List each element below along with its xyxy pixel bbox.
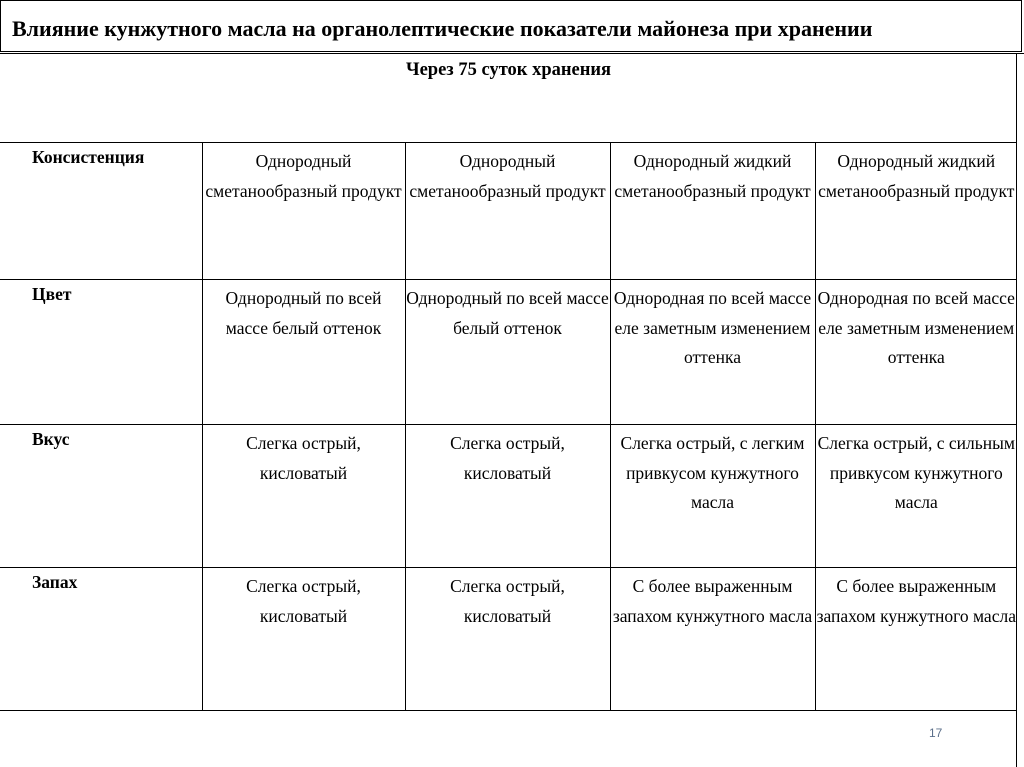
table-row bbox=[0, 568, 1017, 711]
table-cell: Однородный жидкий сметанообразный продукт bbox=[815, 143, 1017, 280]
table-cell: Однородный сметанообразный продукт bbox=[202, 143, 405, 280]
table-cell: Слегка острый, с сильным привкусом кунжутного масла bbox=[815, 425, 1017, 568]
row-label-smell: Запах bbox=[0, 568, 202, 711]
right-border bbox=[1016, 53, 1017, 767]
table-row bbox=[0, 425, 1017, 568]
table-row bbox=[0, 280, 1017, 425]
table-cell: Однородный сметанообразный продукт bbox=[405, 143, 610, 280]
table-cell: Слегка острый, с легким привкусом кунжутного масла bbox=[610, 425, 815, 568]
table-header-row bbox=[0, 54, 1017, 143]
page-title: Влияние кунжутного масла на органолептические показатели майонеза при хранении bbox=[12, 16, 873, 41]
row-label-taste: Вкус bbox=[0, 425, 202, 568]
table-cell: С более выраженным запахом кунжутного масла bbox=[610, 568, 815, 711]
row-label-consistency: Консистенция bbox=[0, 143, 202, 280]
table-cell: Однородный по всей массе белый оттенок bbox=[202, 280, 405, 425]
row-label-color: Цвет bbox=[0, 280, 202, 425]
table-header-cell: Через 75 суток хранения bbox=[0, 54, 1017, 143]
organoleptic-table bbox=[0, 53, 1017, 711]
table-cell: Однородный по всей массе белый оттенок bbox=[405, 280, 610, 425]
table-cell: Слегка острый, кисловатый bbox=[202, 568, 405, 711]
table-cell: Слегка острый, кисловатый bbox=[405, 425, 610, 568]
title-box bbox=[0, 0, 1022, 52]
table-row bbox=[0, 143, 1017, 280]
table-cell: Слегка острый, кисловатый bbox=[405, 568, 610, 711]
table-cell: С более выраженным запахом кунжутного масла bbox=[815, 568, 1017, 711]
table-cell: Однородная по всей массе еле заметным изменением оттенка bbox=[610, 280, 815, 425]
table-cell: Однородный жидкий сметанообразный продукт bbox=[610, 143, 815, 280]
page-number: 17 bbox=[929, 726, 943, 740]
table-cell: Однородная по всей массе еле заметным изменением оттенка bbox=[815, 280, 1017, 425]
table-cell: Слегка острый, кисловатый bbox=[202, 425, 405, 568]
